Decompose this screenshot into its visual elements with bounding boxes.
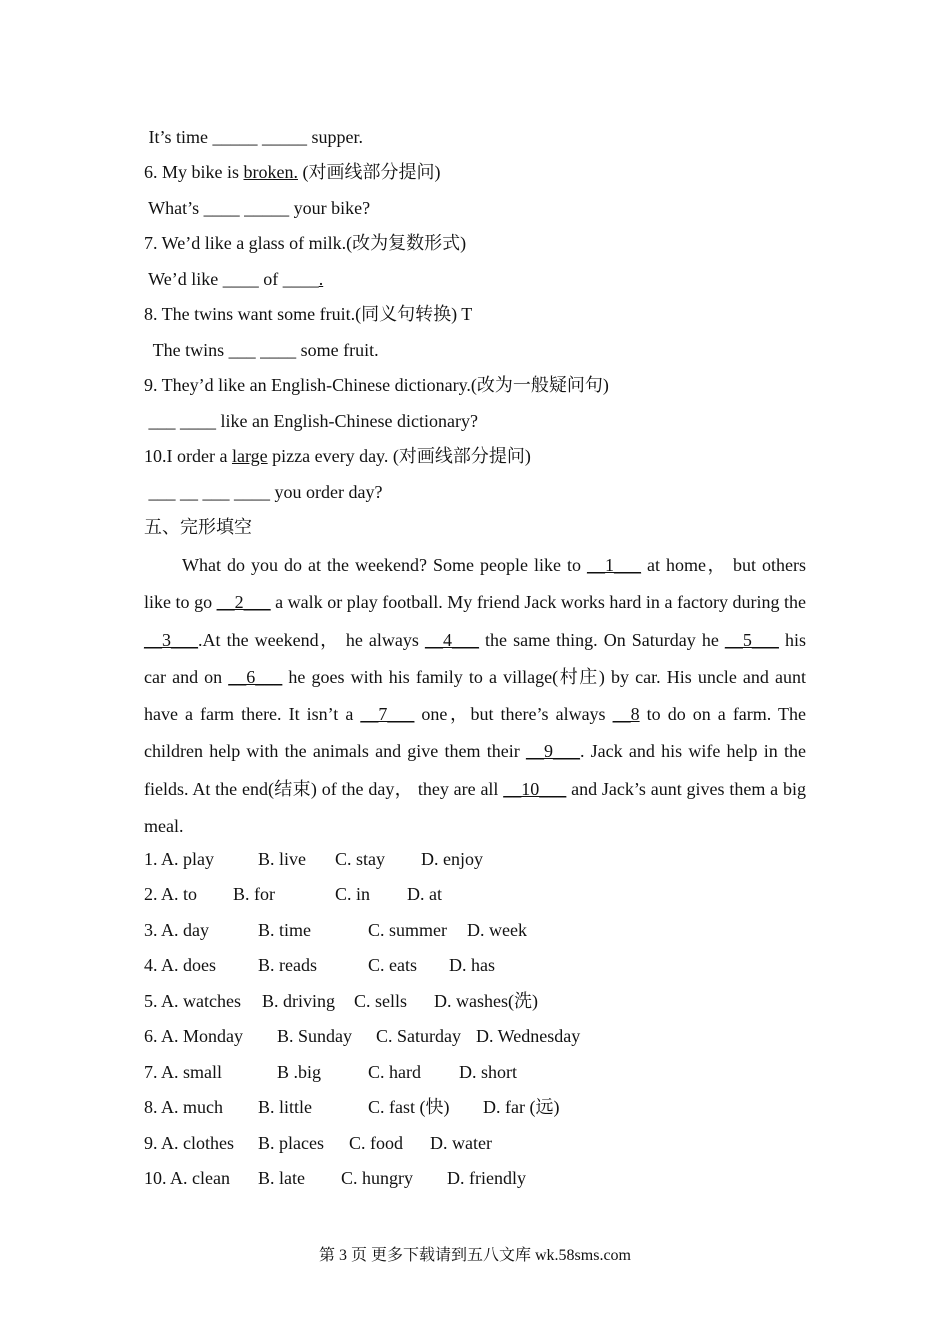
sentence-text: 9. They’d like an English-Chinese dictionary.(改为一般疑问句) — [144, 375, 609, 395]
underlined-word: broken. — [243, 162, 298, 182]
sentence-text: What’s ____ _____ your bike? — [144, 198, 371, 218]
option-c: C. in — [335, 884, 371, 904]
blank-8: __8 — [612, 704, 640, 725]
option-d: D. has — [449, 955, 495, 975]
option-b: B. Sunday — [277, 1026, 353, 1046]
sentence-line — [144, 480, 382, 504]
underlined-word: . — [318, 269, 324, 289]
page-footer: 第 3 页 更多下载请到五八文库 wk.58sms.com — [318, 1247, 631, 1264]
option-d: D. friendly — [447, 1168, 526, 1188]
option-d: D. water — [430, 1133, 492, 1153]
option-b: B. for — [233, 884, 275, 904]
sentence-line — [144, 373, 609, 397]
sentence-text: 7. We’d like a glass of milk.(改为复数形式) — [144, 233, 467, 253]
sentence-line — [144, 444, 531, 468]
underlined-word: large — [231, 446, 268, 466]
sentence-line — [144, 302, 472, 326]
sentence-line — [144, 231, 466, 255]
option-a: 9. A. clothes — [144, 1133, 234, 1153]
option-d: D. week — [467, 920, 527, 940]
sentence-text: ___ ____ like an English-Chinese dictionary? — [144, 411, 478, 431]
option-c: C. sells — [354, 991, 408, 1011]
blank-5: __5___ — [724, 629, 779, 650]
blank-2: __2___ — [216, 592, 271, 613]
option-c: C. summer — [368, 920, 447, 940]
sentence-instruction: (对画线部分提问) — [298, 162, 441, 182]
blank-1: __1___ — [586, 555, 641, 575]
option-a: 4. A. does — [144, 955, 216, 975]
option-d: D. short — [459, 1062, 517, 1082]
option-c: C. eats — [368, 955, 417, 975]
blank-6: __6___ — [228, 666, 283, 687]
sentence-text: The twins ___ ____ some fruit. — [144, 340, 379, 360]
option-b: B .big — [277, 1062, 322, 1082]
sentence-line — [144, 125, 363, 149]
sentence-text: 8. The twins want some fruit.(同义句转换) T — [144, 304, 473, 324]
option-b: B. driving — [262, 991, 336, 1011]
option-b: B. places — [258, 1133, 324, 1153]
blank-3: __3___ — [144, 629, 198, 650]
option-b: B. late — [258, 1168, 305, 1188]
sentence-text: 6. My bike is — [144, 162, 244, 182]
sentence-line — [144, 196, 370, 220]
option-a: 10. A. clean — [144, 1168, 230, 1188]
option-a: 8. A. much — [144, 1097, 223, 1117]
sentence-line — [144, 267, 323, 291]
option-a: 1. A. play — [144, 849, 214, 869]
option-d: D. at — [407, 884, 442, 904]
option-a: 3. A. day — [144, 920, 209, 940]
sentence-line — [144, 338, 379, 362]
option-d: D. enjoy — [421, 849, 483, 869]
option-a: 7. A. small — [144, 1062, 223, 1082]
option-b: B. little — [258, 1097, 312, 1117]
option-b: B. live — [258, 849, 306, 869]
option-c: C. hungry — [341, 1168, 413, 1188]
sentence-text: We’d like ____ of ____ — [144, 269, 319, 289]
option-c: C. stay — [335, 849, 386, 869]
option-d: D. washes(洗) — [434, 991, 538, 1011]
option-d: D. Wednesday — [476, 1026, 581, 1046]
blank-9: __9___ — [525, 741, 580, 762]
cloze-passage: What do you do at the weekend? Some people like to __1___ at home， but others like to go __2___ a walk or play football. My friend Jack works hard in a factory during the __3___.At the weekend， he always __4___ the same thing. On Saturday he __5___ his car and on __6___ he goes with his family to a village(村庄) by car. His uncle and aunt have a farm there. It isn’t a __7___ one，but there’s always __8 to do on a farm. The children help with the animals and give them their __9___. Jack and his wife help in the fields. At the end(结束) of the day， they are all __10___ and Jack’s aunt gives them a big meal. — [144, 555, 807, 837]
option-c: C. fast (快) — [368, 1097, 450, 1117]
section-title: 五、完形填空 — [144, 517, 252, 537]
blank-10: __10___ — [503, 778, 567, 799]
option-b: B. reads — [258, 955, 317, 975]
option-a: 5. A. watches — [144, 991, 241, 1011]
option-b: B. time — [258, 920, 311, 940]
sentence-text: It’s time _____ _____ supper. — [144, 127, 363, 147]
sentence-line — [144, 160, 441, 184]
option-a: 2. A. to — [144, 884, 198, 904]
option-c: C. Saturday — [376, 1026, 461, 1046]
option-a: 6. A. Monday — [144, 1026, 243, 1046]
sentence-line — [144, 409, 478, 433]
blank-7: __7___ — [360, 704, 415, 725]
option-c: C. hard — [368, 1062, 421, 1082]
blank-4: __4___ — [424, 629, 479, 650]
sentence-text: ___ __ ___ ____ you order day? — [144, 482, 383, 502]
sentence-text: 10.I order a — [144, 446, 232, 466]
option-c: C. food — [349, 1133, 403, 1153]
sentence-instruction: pizza every day. (对画线部分提问) — [267, 446, 531, 466]
option-d: D. far (远) — [483, 1097, 560, 1117]
